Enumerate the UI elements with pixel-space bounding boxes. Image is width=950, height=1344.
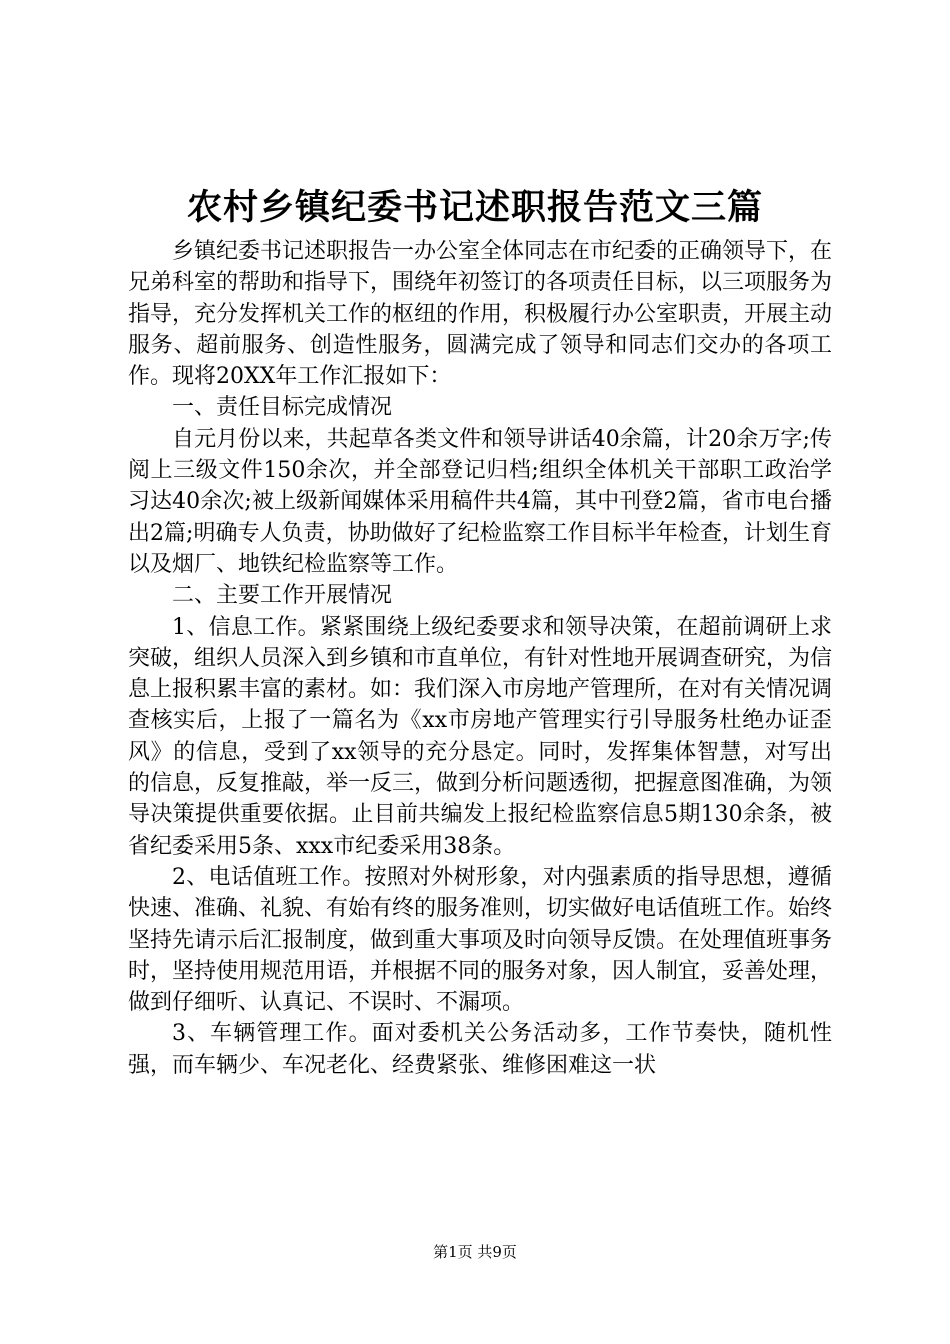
paragraph-info-work: 1、信息工作。紧紧围绕上级纪委要求和领导决策，在超前调研上求突破，组织人员深入到乡镇和市直单位，有针对性地开展调查研究，为信息上报积累丰富的素材。如：我们深入市房地产管理所，在对有关情况调查核实后，上报了一篇名为《xx市房地产管理实行引导服务杜绝办证歪风》的信息，受到了xx领导的充分恳定。同时，发挥集体智慧，对写出的信息，反复推敲，举一反三，做到分析问题透彻，把握意图准确，为领导决策提供重要依据。止目前共编发上报纪检监察信息5期130余条，被省纪委采用5条、xxx市纪委采用38条。 [128,614,833,859]
section-heading-1: 一、责任目标完成情况 [172,395,393,421]
paragraph-phone-duty: 2、电话值班工作。按照对外树形象，对内强素质的指导思想，遵循快速、准确、礼貌、有始有终的服务准则，切实做好电话值班工作。始终坚持先请示后汇报制度，做到重大事项及时向领导反馈。在处理值班事务时，坚持使用规范用语，并根据不同的服务对象，因人制宜，妥善处理，做到仔细听、认真记、不误时、不漏项。 [128,864,833,1016]
section-heading-2: 二、主要工作开展情况 [172,583,393,609]
paragraph-vehicle-management: 3、车辆管理工作。面对委机关公务活动多，工作节奏快，随机性强，而车辆少、车况老化、经费紧张、维修困难这一状 [128,1021,832,1078]
document-body [128,236,832,1081]
page-number-footer: 第1页 共9页 [433,1243,517,1261]
paragraph-section-1: 自元月份以来，共起草各类文件和领导讲话40余篇，计20余万字;传阅上三级文件150余次，并全部登记归档;组织全体机关干部职工政治学习达40余次;被上级新闻媒体采用稿件共4篇，其中刊登2篇，省市电台播出2篇;明确专人负责，协助做好了纪检监察工作目标半年检查，计划生育以及烟厂、地铁纪检监察等工作。 [128,426,832,577]
paragraph-intro: 乡镇纪委书记述职报告一办公室全体同志在市纪委的正确领导下，在兄弟科室的帮助和指导下，围绕年初签订的各项责任目标，以三项服务为指导，充分发挥机关工作的枢纽的作用，积极履行办公室职责，开展主动服务、超前服务、创造性服务，圆满完成了领导和同志们交办的各项工作。现将20XX年工作汇报如下： [128,239,833,390]
document-title: 农村乡镇纪委书记述职报告范文三篇 [186,187,763,228]
